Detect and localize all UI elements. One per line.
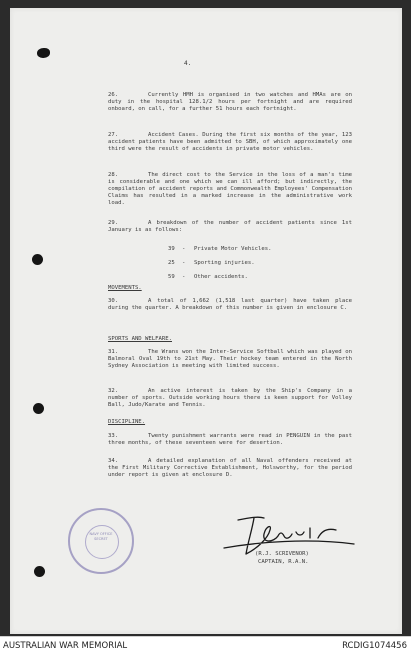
section-heading-sports: SPORTS AND WELFARE. (108, 336, 172, 342)
paragraph-text: An active interest is taken by the Ship's Company in a number of sports. Outside working hours there is keen support for Volley Ball, Judo/Karate and Tennis. (108, 388, 352, 408)
signatory-name: (R.J. SCRIVENOR) (255, 551, 309, 557)
stamp-inner-ring (85, 525, 119, 559)
paragraph-number: 32. (108, 388, 119, 394)
paragraph-text: A detailed explanation of all Naval offenders received at the First Military Corrective Establishment, Holsworthy, for the period under report is given at enclosure D. (108, 458, 352, 478)
list-item: 59 - Other accidents. (168, 274, 248, 280)
paragraph (108, 298, 352, 312)
paragraph-number: 34. (108, 458, 119, 464)
paragraph-text: Currently HMH is organised in two watches and HMAs are on duty in the hospital 128.1/2 hours per fortnight and are required onboard, on call, for a further 51 hours each fortnight. (108, 92, 352, 112)
paragraph-number: 30. (108, 298, 119, 304)
paragraph (108, 172, 352, 207)
page-number: 4. (184, 60, 192, 67)
punch-hole (33, 403, 44, 414)
punch-hole (37, 48, 50, 58)
section-heading-movements: MOVEMENTS. (108, 285, 142, 291)
paragraph-number: 26. (108, 92, 119, 98)
paragraph-text: The direct cost to the Service in the loss of a man's time is considerable and one which we can ill afford; but indirectly, the compilation of accident reports and Commonwealth Employees' Compensation Claims has resulted in a marked increase in the administrative work load. (108, 172, 352, 206)
list-item: 25 - Sporting injuries. (168, 260, 255, 266)
paragraph-text: A breakdown of the number of accident patients since 1st January is as follows: (108, 220, 352, 233)
archive-name: AUSTRALIAN WAR MEMORIAL (3, 641, 128, 651)
paragraph (108, 220, 352, 234)
paragraph (108, 132, 352, 153)
punch-hole (32, 254, 43, 265)
paragraph-text: Twenty punishment warrants were read in PENGUIN in the past three months, of these seventeen were for desertion. (108, 433, 352, 446)
paragraph-number: 31. (108, 349, 119, 355)
paragraph (108, 349, 352, 370)
section-heading-discipline: DISCIPLINE. (108, 419, 146, 425)
paragraph (108, 388, 352, 409)
signatory-rank: CAPTAIN, R.A.N. (258, 559, 309, 565)
paragraph-number: 28. (108, 172, 119, 178)
paragraph-number: 29. (108, 220, 119, 226)
paragraph (108, 458, 352, 479)
paragraph-text: A total of 1,662 (1,518 last quarter) have taken place during the quarter. A breakdown of this number is given in enclosure C. (108, 298, 352, 311)
paragraph-text: The Wrans won the Inter-Service Softball which was played on Balmoral Oval 19th to 21st May. Their hockey team entered in the North Sydney Association is meeting with limited success. (108, 349, 352, 369)
paragraph (108, 433, 352, 447)
paragraph-number: 27. (108, 132, 119, 138)
paragraph (108, 92, 352, 113)
stamp-text: NAVY OFFICE SECRET (89, 532, 113, 541)
paragraph-text: Accident Cases. During the first six months of the year, 123 accident patients have been admitted to SBH, of which approximately one third were the result of accidents in private motor vehicles. (108, 132, 352, 152)
paragraph-number: 33. (108, 433, 119, 439)
official-stamp (68, 508, 134, 574)
record-id: RCDIG1074456 (342, 641, 407, 651)
accident-breakdown-list (168, 242, 271, 284)
archive-footer (0, 636, 411, 654)
punch-hole (34, 566, 45, 577)
list-item: 39 - Private Motor Vehicles. (168, 246, 272, 252)
